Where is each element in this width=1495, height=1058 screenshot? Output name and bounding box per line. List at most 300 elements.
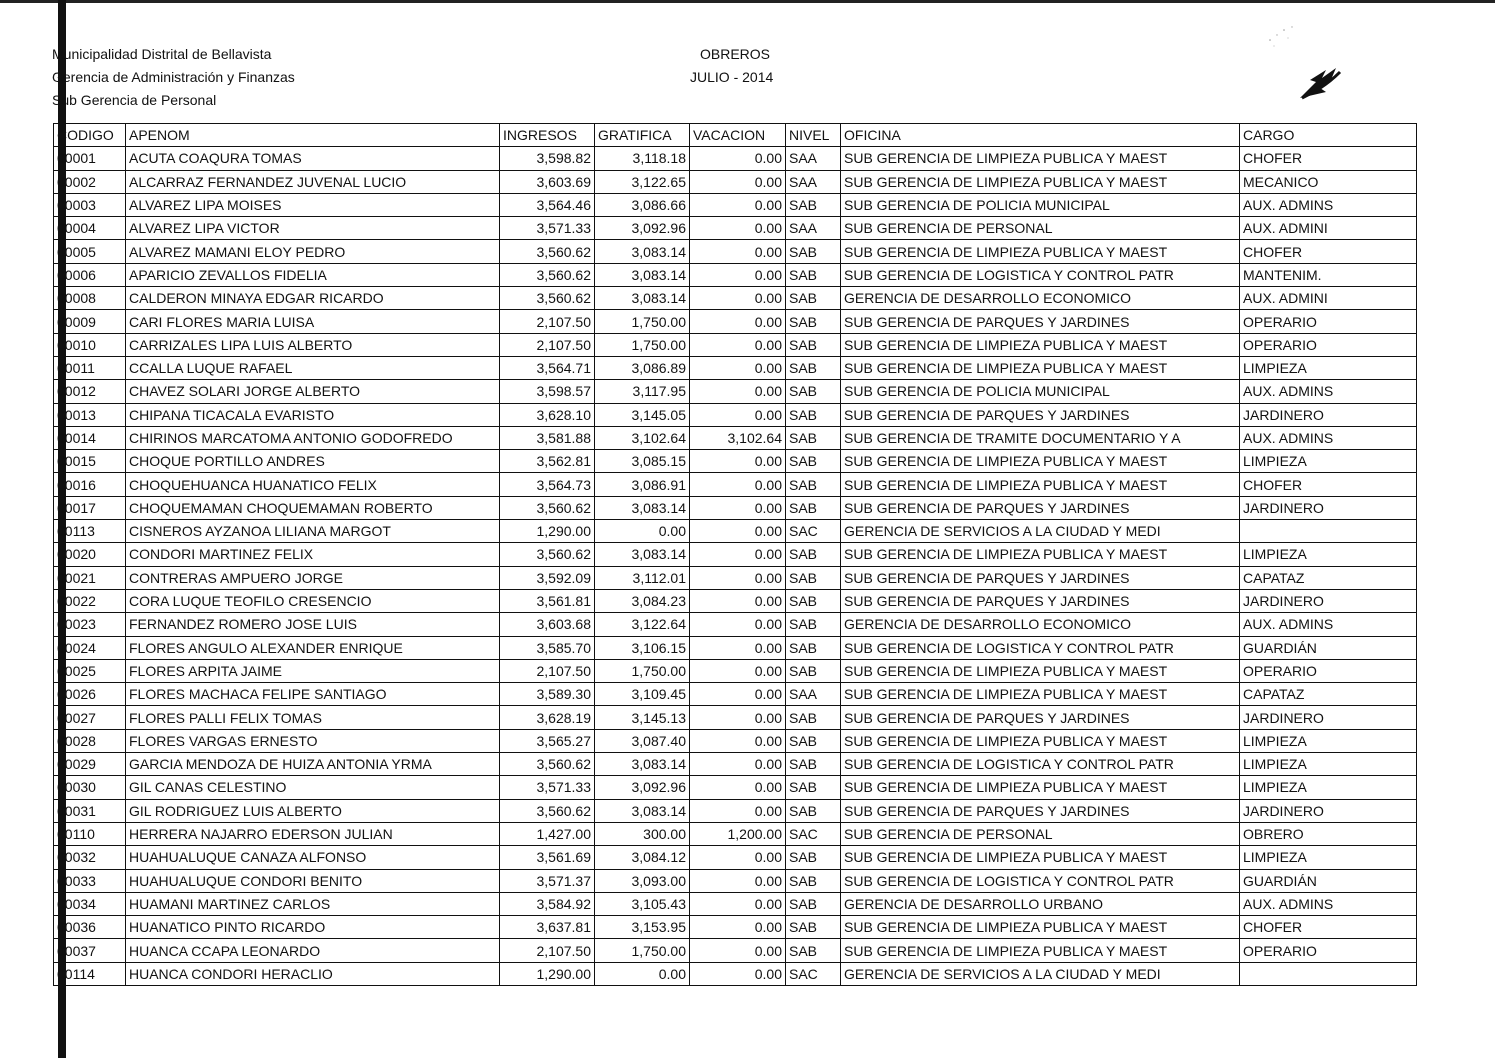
table-header-row — [54, 124, 1417, 147]
cell-cargo: CHOFER — [1240, 473, 1417, 496]
cell-vacacion: 0.00 — [690, 403, 786, 426]
cell-nivel: SAB — [786, 450, 841, 473]
cell-nivel: SAB — [786, 613, 841, 636]
cell-codigo: 00114 — [54, 962, 126, 985]
cell-codigo: 00113 — [54, 520, 126, 543]
table-row — [54, 753, 1417, 776]
cell-oficina: GERENCIA DE DESARROLLO ECONOMICO — [841, 613, 1240, 636]
cell-nivel: SAC — [786, 822, 841, 845]
cell-nivel: SAB — [786, 916, 841, 939]
cell-nivel: SAB — [786, 753, 841, 776]
table-row — [54, 310, 1417, 333]
cell-gratifica: 3,145.05 — [595, 403, 690, 426]
cell-ingresos: 3,571.33 — [500, 776, 595, 799]
cell-codigo: 00033 — [54, 869, 126, 892]
table-row — [54, 333, 1417, 356]
col-header-codigo: CODIGO — [54, 124, 126, 147]
handwritten-initials — [1296, 62, 1344, 104]
cell-vacacion: 0.00 — [690, 776, 786, 799]
cell-cargo: GUARDIÁN — [1240, 636, 1417, 659]
table-row — [54, 939, 1417, 962]
cell-codigo: 00029 — [54, 753, 126, 776]
cell-vacacion: 0.00 — [690, 496, 786, 519]
cell-cargo: CHOFER — [1240, 147, 1417, 170]
cell-codigo: 00024 — [54, 636, 126, 659]
cell-cargo: LIMPIEZA — [1240, 776, 1417, 799]
cell-vacacion: 0.00 — [690, 450, 786, 473]
cell-cargo: OPERARIO — [1240, 939, 1417, 962]
cell-apenom: CHOQUE PORTILLO ANDRES — [126, 450, 500, 473]
cell-cargo: LIMPIEZA — [1240, 450, 1417, 473]
cell-cargo: CAPATAZ — [1240, 683, 1417, 706]
cell-oficina: SUB GERENCIA DE LIMPIEZA PUBLICA Y MAEST — [841, 240, 1240, 263]
cell-oficina: SUB GERENCIA DE LIMPIEZA PUBLICA Y MAEST — [841, 356, 1240, 379]
cell-gratifica: 3,105.43 — [595, 892, 690, 915]
cell-oficina: SUB GERENCIA DE POLICIA MUNICIPAL — [841, 380, 1240, 403]
cell-nivel: SAB — [786, 939, 841, 962]
col-header-ingresos: INGRESOS — [500, 124, 595, 147]
cell-vacacion: 0.00 — [690, 287, 786, 310]
cell-oficina: SUB GERENCIA DE PARQUES Y JARDINES — [841, 566, 1240, 589]
table-row — [54, 473, 1417, 496]
cell-vacacion: 0.00 — [690, 962, 786, 985]
cell-codigo: 00022 — [54, 589, 126, 612]
cell-gratifica: 0.00 — [595, 520, 690, 543]
cell-apenom: GARCIA MENDOZA DE HUIZA ANTONIA YRMA — [126, 753, 500, 776]
cell-cargo: OPERARIO — [1240, 310, 1417, 333]
cell-cargo: JARDINERO — [1240, 589, 1417, 612]
cell-ingresos: 3,592.09 — [500, 566, 595, 589]
cell-codigo: 00008 — [54, 287, 126, 310]
cell-codigo: 00025 — [54, 659, 126, 682]
cell-cargo: OPERARIO — [1240, 333, 1417, 356]
cell-nivel: SAB — [786, 636, 841, 659]
cell-vacacion: 0.00 — [690, 799, 786, 822]
cell-oficina: GERENCIA DE SERVICIOS A LA CIUDAD Y MEDI — [841, 520, 1240, 543]
cell-oficina: GERENCIA DE DESARROLLO ECONOMICO — [841, 287, 1240, 310]
cell-gratifica: 3,083.14 — [595, 263, 690, 286]
cell-gratifica: 3,087.40 — [595, 729, 690, 752]
cell-ingresos: 3,560.62 — [500, 263, 595, 286]
table-row — [54, 613, 1417, 636]
table-row — [54, 426, 1417, 449]
cell-gratifica: 1,750.00 — [595, 939, 690, 962]
cell-cargo: LIMPIEZA — [1240, 356, 1417, 379]
cell-nivel: SAB — [786, 659, 841, 682]
cell-gratifica: 3,083.14 — [595, 496, 690, 519]
cell-codigo: 00010 — [54, 333, 126, 356]
col-header-apenom: APENOM — [126, 124, 500, 147]
cell-vacacion: 0.00 — [690, 753, 786, 776]
cell-vacacion: 0.00 — [690, 333, 786, 356]
cell-codigo: 00023 — [54, 613, 126, 636]
cell-codigo: 00005 — [54, 240, 126, 263]
table-row — [54, 450, 1417, 473]
cell-nivel: SAB — [786, 193, 841, 216]
cell-codigo: 00020 — [54, 543, 126, 566]
cell-gratifica: 3,092.96 — [595, 217, 690, 240]
col-header-nivel: NIVEL — [786, 124, 841, 147]
cell-apenom: ALCARRAZ FERNANDEZ JUVENAL LUCIO — [126, 170, 500, 193]
cell-oficina: SUB GERENCIA DE LIMPIEZA PUBLICA Y MAEST — [841, 776, 1240, 799]
cell-ingresos: 3,571.37 — [500, 869, 595, 892]
cell-oficina: SUB GERENCIA DE LIMPIEZA PUBLICA Y MAEST — [841, 683, 1240, 706]
cell-ingresos: 2,107.50 — [500, 659, 595, 682]
cell-gratifica: 3,084.12 — [595, 846, 690, 869]
cell-apenom: CALDERON MINAYA EDGAR RICARDO — [126, 287, 500, 310]
cell-gratifica: 3,102.64 — [595, 426, 690, 449]
cell-gratifica: 3,086.91 — [595, 473, 690, 496]
cell-apenom: HUAHUALUQUE CONDORI BENITO — [126, 869, 500, 892]
cell-vacacion: 0.00 — [690, 566, 786, 589]
table-row — [54, 240, 1417, 263]
cell-codigo: 00027 — [54, 706, 126, 729]
scan-top-border — [0, 0, 1495, 3]
cell-oficina: SUB GERENCIA DE LIMPIEZA PUBLICA Y MAEST — [841, 333, 1240, 356]
cell-apenom: HUANCA CONDORI HERACLIO — [126, 962, 500, 985]
cell-oficina: SUB GERENCIA DE LIMPIEZA PUBLICA Y MAEST — [841, 916, 1240, 939]
cell-codigo: 00036 — [54, 916, 126, 939]
cell-nivel: SAB — [786, 263, 841, 286]
cell-apenom: FERNANDEZ ROMERO JOSE LUIS — [126, 613, 500, 636]
table-row — [54, 589, 1417, 612]
cell-ingresos: 3,637.81 — [500, 916, 595, 939]
table-row — [54, 846, 1417, 869]
cell-apenom: ALVAREZ MAMANI ELOY PEDRO — [126, 240, 500, 263]
cell-ingresos: 3,598.82 — [500, 147, 595, 170]
cell-codigo: 00015 — [54, 450, 126, 473]
cell-oficina: SUB GERENCIA DE PARQUES Y JARDINES — [841, 496, 1240, 519]
cell-ingresos: 3,571.33 — [500, 217, 595, 240]
cell-oficina: SUB GERENCIA DE LIMPIEZA PUBLICA Y MAEST — [841, 147, 1240, 170]
cell-apenom: ACUTA COAQURA TOMAS — [126, 147, 500, 170]
cell-gratifica: 0.00 — [595, 962, 690, 985]
cell-vacacion: 0.00 — [690, 706, 786, 729]
cell-codigo: 00004 — [54, 217, 126, 240]
cell-oficina: SUB GERENCIA DE LIMPIEZA PUBLICA Y MAEST — [841, 939, 1240, 962]
cell-apenom: CHIRINOS MARCATOMA ANTONIO GODOFREDO — [126, 426, 500, 449]
cell-codigo: 00021 — [54, 566, 126, 589]
cell-apenom: HUANATICO PINTO RICARDO — [126, 916, 500, 939]
cell-nivel: SAC — [786, 520, 841, 543]
cell-cargo: LIMPIEZA — [1240, 729, 1417, 752]
cell-ingresos: 3,565.27 — [500, 729, 595, 752]
cell-nivel: SAA — [786, 147, 841, 170]
cell-oficina: SUB GERENCIA DE POLICIA MUNICIPAL — [841, 193, 1240, 216]
table-row — [54, 892, 1417, 915]
cell-vacacion: 0.00 — [690, 240, 786, 263]
cell-apenom: APARICIO ZEVALLOS FIDELIA — [126, 263, 500, 286]
cell-codigo: 00026 — [54, 683, 126, 706]
cell-gratifica: 3,086.89 — [595, 356, 690, 379]
cell-cargo: AUX. ADMINS — [1240, 892, 1417, 915]
cell-nivel: SAA — [786, 170, 841, 193]
cell-nivel: SAB — [786, 287, 841, 310]
cell-nivel: SAB — [786, 543, 841, 566]
col-header-vacacion: VACACION — [690, 124, 786, 147]
cell-cargo: GUARDIÁN — [1240, 869, 1417, 892]
cell-oficina: SUB GERENCIA DE LIMPIEZA PUBLICA Y MAEST — [841, 170, 1240, 193]
cell-ingresos: 2,107.50 — [500, 939, 595, 962]
cell-nivel: SAB — [786, 380, 841, 403]
cell-vacacion: 0.00 — [690, 659, 786, 682]
cell-ingresos: 3,589.30 — [500, 683, 595, 706]
table-row — [54, 683, 1417, 706]
cell-vacacion: 0.00 — [690, 356, 786, 379]
cell-oficina: SUB GERENCIA DE PARQUES Y JARDINES — [841, 706, 1240, 729]
cell-apenom: GIL RODRIGUEZ LUIS ALBERTO — [126, 799, 500, 822]
cell-ingresos: 3,560.62 — [500, 799, 595, 822]
cell-nivel: SAB — [786, 706, 841, 729]
cell-oficina: SUB GERENCIA DE PARQUES Y JARDINES — [841, 589, 1240, 612]
cell-nivel: SAB — [786, 566, 841, 589]
cell-cargo: CAPATAZ — [1240, 566, 1417, 589]
cell-nivel: SAB — [786, 356, 841, 379]
cell-codigo: 00030 — [54, 776, 126, 799]
cell-gratifica: 3,145.13 — [595, 706, 690, 729]
table-row — [54, 403, 1417, 426]
cell-codigo: 00001 — [54, 147, 126, 170]
cell-gratifica: 3,109.45 — [595, 683, 690, 706]
cell-gratifica: 3,093.00 — [595, 869, 690, 892]
cell-codigo: 00110 — [54, 822, 126, 845]
cell-codigo: 00034 — [54, 892, 126, 915]
cell-apenom: HUAMANI MARTINEZ CARLOS — [126, 892, 500, 915]
cell-apenom: CCALLA LUQUE RAFAEL — [126, 356, 500, 379]
cell-ingresos: 3,560.62 — [500, 753, 595, 776]
cell-oficina: SUB GERENCIA DE LIMPIEZA PUBLICA Y MAEST — [841, 450, 1240, 473]
cell-ingresos: 3,564.71 — [500, 356, 595, 379]
cell-codigo: 00012 — [54, 380, 126, 403]
cell-nivel: SAC — [786, 962, 841, 985]
cell-cargo: MECANICO — [1240, 170, 1417, 193]
cell-apenom: HUANCA CCAPA LEONARDO — [126, 939, 500, 962]
cell-gratifica: 3,153.95 — [595, 916, 690, 939]
cell-ingresos: 2,107.50 — [500, 333, 595, 356]
cell-codigo: 00031 — [54, 799, 126, 822]
cell-ingresos: 3,561.69 — [500, 846, 595, 869]
document-title: OBREROS — [700, 46, 771, 62]
cell-nivel: SAB — [786, 799, 841, 822]
cell-vacacion: 3,102.64 — [690, 426, 786, 449]
cell-ingresos: 3,564.73 — [500, 473, 595, 496]
cell-cargo: AUX. ADMINS — [1240, 193, 1417, 216]
cell-oficina: SUB GERENCIA DE PERSONAL — [841, 822, 1240, 845]
cell-ingresos: 3,584.92 — [500, 892, 595, 915]
cell-cargo — [1240, 962, 1417, 985]
cell-cargo: JARDINERO — [1240, 799, 1417, 822]
cell-ingresos: 3,628.10 — [500, 403, 595, 426]
cell-codigo: 00037 — [54, 939, 126, 962]
cell-apenom: GIL CANAS CELESTINO — [126, 776, 500, 799]
table-row — [54, 659, 1417, 682]
cell-ingresos: 3,560.62 — [500, 496, 595, 519]
cell-oficina: SUB GERENCIA DE LIMPIEZA PUBLICA Y MAEST — [841, 473, 1240, 496]
cell-codigo: 00028 — [54, 729, 126, 752]
cell-gratifica: 3,117.95 — [595, 380, 690, 403]
cell-ingresos: 3,598.57 — [500, 380, 595, 403]
cell-gratifica: 3,083.14 — [595, 287, 690, 310]
cell-gratifica: 3,085.15 — [595, 450, 690, 473]
cell-codigo: 00002 — [54, 170, 126, 193]
cell-cargo — [1240, 520, 1417, 543]
cell-ingresos: 3,603.69 — [500, 170, 595, 193]
cell-vacacion: 0.00 — [690, 892, 786, 915]
cell-nivel: SAB — [786, 846, 841, 869]
cell-apenom: FLORES MACHACA FELIPE SANTIAGO — [126, 683, 500, 706]
cell-gratifica: 3,083.14 — [595, 753, 690, 776]
payroll-table — [53, 123, 1417, 986]
cell-ingresos: 3,560.62 — [500, 543, 595, 566]
cell-vacacion: 0.00 — [690, 543, 786, 566]
cell-ingresos: 1,290.00 — [500, 520, 595, 543]
table-row — [54, 170, 1417, 193]
cell-gratifica: 3,084.23 — [595, 589, 690, 612]
table-row — [54, 916, 1417, 939]
cell-codigo: 00006 — [54, 263, 126, 286]
cell-ingresos: 3,603.68 — [500, 613, 595, 636]
table-row — [54, 380, 1417, 403]
cell-gratifica: 1,750.00 — [595, 333, 690, 356]
cell-vacacion: 0.00 — [690, 939, 786, 962]
cell-apenom: CARRIZALES LIPA LUIS ALBERTO — [126, 333, 500, 356]
cell-cargo: AUX. ADMINS — [1240, 380, 1417, 403]
cell-apenom: ALVAREZ LIPA VICTOR — [126, 217, 500, 240]
cell-cargo: JARDINERO — [1240, 706, 1417, 729]
cell-vacacion: 0.00 — [690, 263, 786, 286]
cell-gratifica: 300.00 — [595, 822, 690, 845]
cell-apenom: CHAVEZ SOLARI JORGE ALBERTO — [126, 380, 500, 403]
cell-vacacion: 0.00 — [690, 636, 786, 659]
cell-vacacion: 0.00 — [690, 869, 786, 892]
cell-apenom: HUAHUALUQUE CANAZA ALFONSO — [126, 846, 500, 869]
cell-cargo: AUX. ADMINS — [1240, 426, 1417, 449]
cell-apenom: FLORES VARGAS ERNESTO — [126, 729, 500, 752]
cell-vacacion: 0.00 — [690, 846, 786, 869]
cell-vacacion: 0.00 — [690, 916, 786, 939]
cell-codigo: 00011 — [54, 356, 126, 379]
table-row — [54, 356, 1417, 379]
cell-oficina: SUB GERENCIA DE PERSONAL — [841, 217, 1240, 240]
cell-cargo: JARDINERO — [1240, 496, 1417, 519]
cell-vacacion: 0.00 — [690, 473, 786, 496]
cell-vacacion: 0.00 — [690, 193, 786, 216]
document-period: JULIO - 2014 — [690, 69, 774, 85]
cell-ingresos: 3,560.62 — [500, 240, 595, 263]
table-row — [54, 636, 1417, 659]
cell-codigo: 00016 — [54, 473, 126, 496]
table-row — [54, 147, 1417, 170]
col-header-oficina: OFICINA — [841, 124, 1240, 147]
cell-nivel: SAA — [786, 217, 841, 240]
cell-oficina: SUB GERENCIA DE PARQUES Y JARDINES — [841, 310, 1240, 333]
table-row — [54, 543, 1417, 566]
cell-codigo: 00014 — [54, 426, 126, 449]
cell-oficina: GERENCIA DE DESARROLLO URBANO — [841, 892, 1240, 915]
table-body — [54, 147, 1417, 986]
table-row — [54, 566, 1417, 589]
cell-cargo: AUX. ADMINS — [1240, 613, 1417, 636]
cell-codigo: 00032 — [54, 846, 126, 869]
table-row — [54, 869, 1417, 892]
cell-oficina: SUB GERENCIA DE TRAMITE DOCUMENTARIO Y A — [841, 426, 1240, 449]
cell-gratifica: 3,122.65 — [595, 170, 690, 193]
cell-nivel: SAB — [786, 473, 841, 496]
cell-codigo: 00017 — [54, 496, 126, 519]
cell-vacacion: 0.00 — [690, 310, 786, 333]
cell-vacacion: 0.00 — [690, 729, 786, 752]
table-row — [54, 287, 1417, 310]
table-row — [54, 217, 1417, 240]
cell-gratifica: 1,750.00 — [595, 659, 690, 682]
cell-gratifica: 3,083.14 — [595, 240, 690, 263]
cell-oficina: SUB GERENCIA DE LIMPIEZA PUBLICA Y MAEST — [841, 543, 1240, 566]
cell-gratifica: 3,118.18 — [595, 147, 690, 170]
cell-apenom: CARI FLORES MARIA LUISA — [126, 310, 500, 333]
cell-cargo: AUX. ADMINI — [1240, 287, 1417, 310]
cell-gratifica: 3,083.14 — [595, 799, 690, 822]
cell-oficina: SUB GERENCIA DE PARQUES Y JARDINES — [841, 799, 1240, 822]
cell-ingresos: 3,562.81 — [500, 450, 595, 473]
cell-codigo: 00003 — [54, 193, 126, 216]
cell-ingresos: 3,564.46 — [500, 193, 595, 216]
scan-specks — [1262, 18, 1312, 58]
cell-vacacion: 0.00 — [690, 683, 786, 706]
cell-cargo: CHOFER — [1240, 916, 1417, 939]
cell-ingresos: 2,107.50 — [500, 310, 595, 333]
cell-vacacion: 0.00 — [690, 520, 786, 543]
cell-gratifica: 3,083.14 — [595, 543, 690, 566]
table-row — [54, 822, 1417, 845]
cell-cargo: OBRERO — [1240, 822, 1417, 845]
cell-oficina: SUB GERENCIA DE LOGISTICA Y CONTROL PATR — [841, 869, 1240, 892]
cell-vacacion: 1,200.00 — [690, 822, 786, 845]
cell-apenom: FLORES PALLI FELIX TOMAS — [126, 706, 500, 729]
cell-gratifica: 3,092.96 — [595, 776, 690, 799]
cell-vacacion: 0.00 — [690, 147, 786, 170]
cell-vacacion: 0.00 — [690, 380, 786, 403]
cell-nivel: SAB — [786, 403, 841, 426]
cell-nivel: SAB — [786, 589, 841, 612]
cell-cargo: MANTENIM. — [1240, 263, 1417, 286]
cell-oficina: SUB GERENCIA DE LIMPIEZA PUBLICA Y MAEST — [841, 659, 1240, 682]
cell-cargo: LIMPIEZA — [1240, 543, 1417, 566]
cell-nivel: SAB — [786, 496, 841, 519]
cell-nivel: SAB — [786, 892, 841, 915]
cell-ingresos: 3,561.81 — [500, 589, 595, 612]
cell-oficina: SUB GERENCIA DE LIMPIEZA PUBLICA Y MAEST — [841, 846, 1240, 869]
cell-nivel: SAB — [786, 776, 841, 799]
cell-vacacion: 0.00 — [690, 613, 786, 636]
table-row — [54, 706, 1417, 729]
table-row — [54, 263, 1417, 286]
cell-cargo: LIMPIEZA — [1240, 846, 1417, 869]
table-row — [54, 776, 1417, 799]
cell-apenom: CHOQUEHUANCA HUANATICO FELIX — [126, 473, 500, 496]
cell-gratifica: 1,750.00 — [595, 310, 690, 333]
cell-cargo: LIMPIEZA — [1240, 753, 1417, 776]
cell-apenom: FLORES ANGULO ALEXANDER ENRIQUE — [126, 636, 500, 659]
cell-ingresos: 3,581.88 — [500, 426, 595, 449]
cell-codigo: 00013 — [54, 403, 126, 426]
cell-cargo: AUX. ADMINI — [1240, 217, 1417, 240]
cell-ingresos: 3,585.70 — [500, 636, 595, 659]
table-row — [54, 729, 1417, 752]
cell-gratifica: 3,106.15 — [595, 636, 690, 659]
cell-oficina: SUB GERENCIA DE LOGISTICA Y CONTROL PATR — [841, 636, 1240, 659]
cell-ingresos: 3,628.19 — [500, 706, 595, 729]
cell-codigo: 00009 — [54, 310, 126, 333]
